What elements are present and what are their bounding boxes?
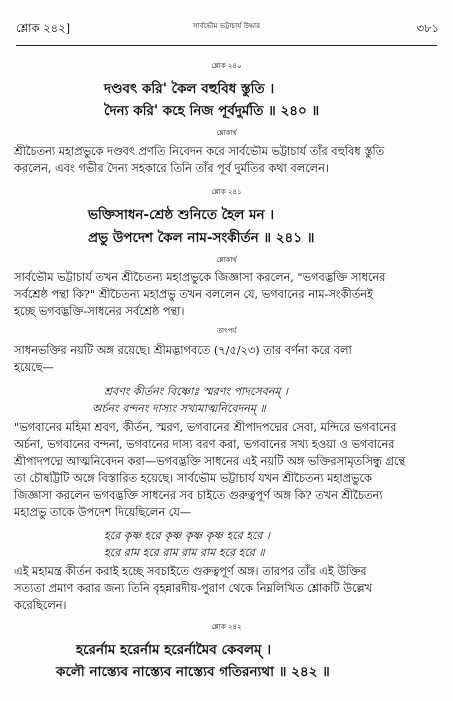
quote-1-line-2: অর্চনং বন্দনং দাস্যং সখ্যমাত্মনিবেদনম্ ॥ [92, 402, 266, 415]
purport-p3-line-2: সত্যতা প্রমাণ করার জন্য তিনি বৃহন্নারদীয়-পুরাণ থেকে নিম্নলিখিত শ্লোকটি উল্লেখ [14, 582, 372, 595]
quote-2-line-2: হরে রাম হরে রাম রাম রাম হরে হরে ॥ [104, 546, 265, 559]
purport-p1-line-2: হয়েছে— [14, 361, 54, 374]
purport-p2-line-5: জিজ্ঞাসা করলেন ভগবদ্ভক্তি সাধনের সব চাইতে গুরুত্বপূর্ণ অঙ্গ কি? তখন শ্রীচৈতন্য [14, 489, 383, 502]
purport-p2-line-1: "ভগবানের মহিমা শ্রবণ, কীর্তন, স্মরণ, ভগবানের শ্রীপাদপদ্মের সেবা, মন্দিরে ভগবানের [14, 421, 397, 434]
header-chapter-title: সার্বভৌম ভট্টাচার্য উদ্ধার [193, 22, 260, 30]
sloka-242-heading: শ্লোক ২৪২ [211, 623, 242, 631]
purport-p1-line-1: সাধনভক্তির নয়টি অঙ্গ রয়েছে। শ্রীমদ্ভাগবতে (৭/৫/২৩) তার বর্ণনা করে বলা [14, 344, 352, 357]
header-rule [16, 45, 437, 46]
purport-p2-line-6: মহাপ্রভু তাকে উপদেশ দিয়েছিলেন যে— [14, 506, 192, 519]
purport-p2-line-3: শ্রীপাদপদ্মে আত্মনিবেদন করা—ভগবদ্ভক্তি সাধনের এই নয়টি অঙ্গ ভক্তিরসামৃতসিন্ধু গ্রন্থে [14, 455, 406, 468]
sloka-240-heading: শ্লোক ২৪০ [211, 62, 242, 70]
sloka-240-translation-heading: শ্লোকার্থ [216, 129, 237, 137]
quote-1-line-1: শ্রবণং কীর্তনং বিষ্ণোঃ স্মরণং পাদসেবনম্ । [104, 385, 288, 398]
header-verse-ref: শ্লোক ২৪২] [16, 21, 71, 35]
sloka-241-heading: শ্লোক ২৪১ [211, 188, 242, 196]
sloka-241-translation-heading: শ্লোকার্থ [216, 256, 237, 264]
sloka-240-verse-line-1: দণ্ডবৎ করি' কৈল বহুবিধ স্তুতি । [104, 81, 275, 97]
page-number: ৩৮১ [416, 21, 439, 35]
purport-p3-line-1: এই মহামন্ত্র কীর্তন করাই হচ্ছে সবচাইতে গুরুত্বপূর্ণ অঙ্গ। তারপর তাঁর এই উক্তির [14, 565, 367, 578]
sloka-241-verse-line-2: প্রভু উপদেশ কৈল নাম-সংকীর্তন ॥ ২৪১ ॥ [88, 230, 315, 246]
sloka-241-translation-line-1: সার্বভৌম ভট্টাচার্য তখন শ্রীচৈতন্য মহাপ্রভুকে জিজ্ঞাসা করলেন, "ভগবদ্ভক্তি সাধনের [14, 271, 386, 284]
sloka-241-translation-line-3: হচ্ছে ভগবদ্ভক্তি-সাধনের সর্বশ্রেষ্ঠ পন্থা। [14, 305, 185, 318]
sloka-240-translation-line-2: করলেন, এবং গভীর দৈন্য সহকারে তিনি তাঁর পূর্ব দুর্মতির কথা বললেন। [14, 162, 329, 175]
sloka-241-translation-line-2: সর্বশ্রেষ্ঠ পন্থা কি?" শ্রীচৈতন্য মহাপ্রভু তখন বললেন যে, ভগবানের নাম-সংকীর্তনই [14, 288, 373, 301]
purport-p2-line-2: অর্চনা, ভগবানের বন্দনা, ভগবানের দাস্য বরণ করা, ভগবানের সখ্য হওয়া ও ভগবানের [14, 438, 395, 451]
purport-p3-line-3: করেছিলেন। [14, 599, 67, 612]
sloka-240-translation-line-1: শ্রীচৈতন্য মহাপ্রভুকে দণ্ডবৎ প্রণতি নিবেদন করে সার্বভৌম ভট্টাচার্য তাঁর বহুবিধ স্তুতি [14, 145, 385, 158]
sloka-242-verse-line-2: কলৌ নাস্ত্যেব নাস্ত্যেব নাস্ত্যেব গতিরন্যথা ॥ ২৪২ ॥ [56, 664, 330, 680]
purport-p2-line-4: তা চৌষট্টিটি অঙ্গে বিস্তারিত হয়েছে। সার্বভৌম ভট্টাচার্য যখন শ্রীচৈতন্য মহাপ্রভুকে [14, 472, 372, 485]
sloka-241-verse-line-1: ভক্তিসাধন-শ্রেষ্ঠ শুনিতে হৈল মন । [88, 207, 275, 223]
sloka-242-verse-line-1: হরের্নাম হরের্নাম হরের্নামৈব কেবলম্ । [76, 642, 272, 658]
purport-heading: তাৎপর্য [216, 327, 237, 335]
quote-2-line-1: হরে কৃষ্ণ হরে কৃষ্ণ কৃষ্ণ কৃষ্ণ হরে হরে । [104, 529, 270, 542]
sloka-240-verse-line-2: দৈন্য করি' কহে নিজ পূর্বদুর্মতি ॥ ২৪০ ॥ [104, 103, 320, 119]
running-header [0, 20, 453, 40]
